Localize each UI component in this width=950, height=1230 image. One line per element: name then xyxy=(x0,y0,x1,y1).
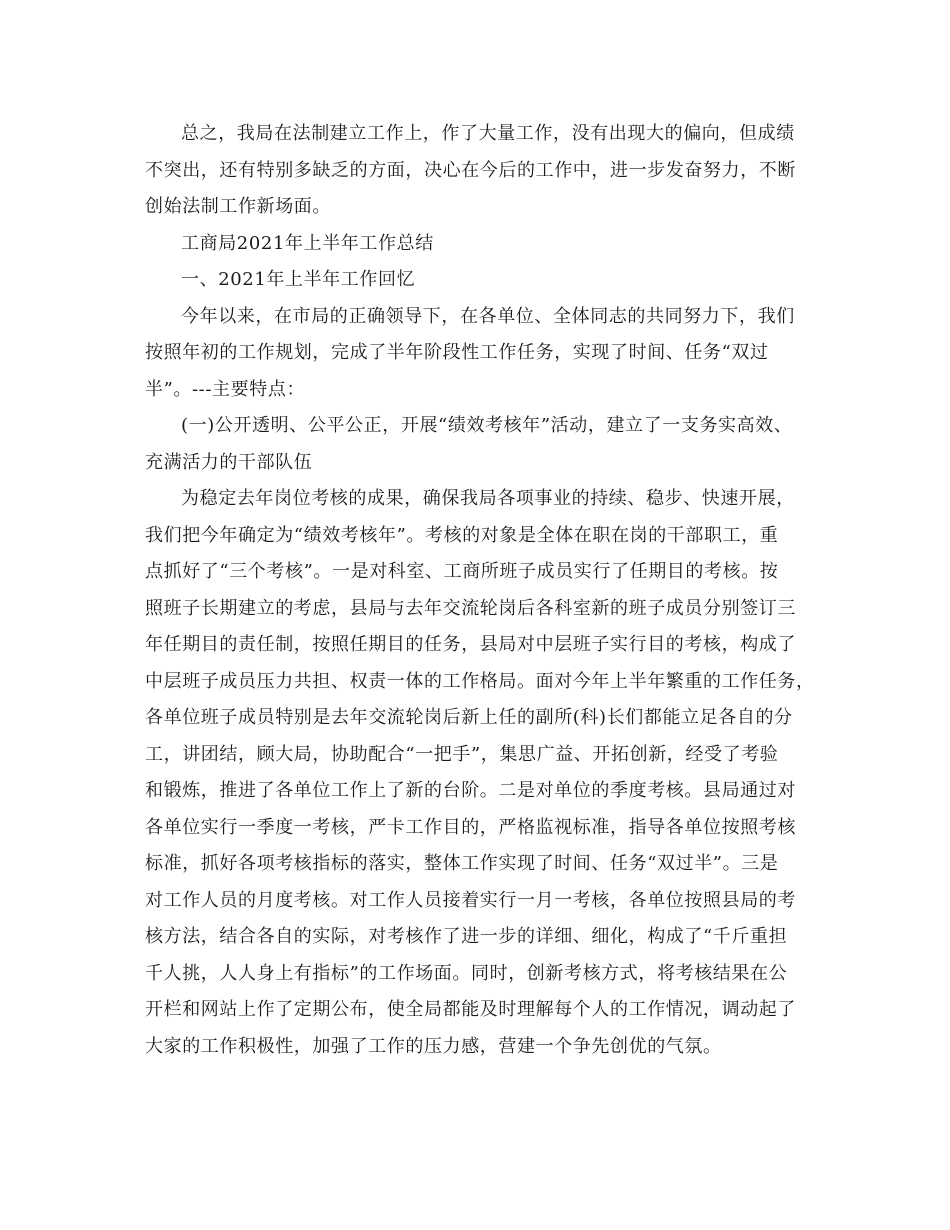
paragraph-line: 千人挑，人人身上有指标”的工作场面。同时，创新考核方式，将考核结果在公 xyxy=(145,962,788,984)
paragraph-line: 点抓好了“三个考核”。一是对科室、工商所班子成员实行了任期目的考核。按 xyxy=(145,561,779,582)
paragraph-line: 按照年初的工作规划，完成了半年阶段性工作任务，实现了时间、任务“双过 xyxy=(145,342,769,363)
paragraph-line: 工，讲团结，顾大局，协助配合“一把手”，集思广益、开拓创新，经受了考验 xyxy=(145,743,779,765)
paragraph-line: 各单位实行一季度一考核，严卡工作目的，严格监视标准，指导各单位按照考核 xyxy=(145,816,796,838)
paragraph-line: 和锻炼，推进了各单位工作上了新的台阶。二是对单位的季度考核。县局通过对 xyxy=(145,780,796,801)
paragraph-line: 照班子长期建立的考虑，县局与去年交流轮岗后各科室新的班子成员分别签订三 xyxy=(145,597,796,619)
subsection-heading: 充满活力的干部队伍 xyxy=(145,451,313,473)
paragraph-line: 创始法制工作新场面。 xyxy=(145,196,331,217)
paragraph-line: 开栏和网站上作了定期公布，使全局都能及时理解每个人的工作情况，调动起了 xyxy=(145,999,796,1020)
paragraph-line: 半”。---主要特点： xyxy=(145,378,306,400)
document-body xyxy=(145,116,815,1065)
paragraph-line: 中层班子成员压力共担、权责一体的工作格局。面对今年上半年繁重的工作任务， xyxy=(145,670,815,692)
paragraph-line: 年任期目的责任制，按照任期目的任务，县局对中层班子实行目的考核，构成了 xyxy=(145,634,796,655)
paragraph-line: 各单位班子成员特别是去年交流轮岗后新上任的副所(科)长们都能立足各自的分 xyxy=(145,707,793,728)
paragraph-line: 为稳定去年岗位考核的成果，确保我局各项事业的持续、稳步、快速开展， xyxy=(181,488,795,509)
paragraph-line: 大家的工作积极性，加强了工作的压力感，营建一个争先创优的气氛。 xyxy=(145,1035,722,1057)
section-heading: 一、2021年上半年工作回忆 xyxy=(181,269,416,290)
paragraph-line: 总之，我局在法制建立工作上，作了大量工作，没有出现大的偏向，但成绩 xyxy=(181,123,795,144)
paragraph-line: 核方法，结合各自的实际，对考核作了进一步的详细、细化，构成了“千斤重担 xyxy=(145,926,788,947)
paragraph-line: 不突出，还有特别多缺乏的方面，决心在今后的工作中，进一步发奋努力，不断 xyxy=(145,159,796,181)
paragraph-line: 我们把今年确定为“绩效考核年”。考核的对象是全体在职在岗的干部职工，重 xyxy=(145,524,779,546)
subsection-heading: (一)公开透明、公平公正，开展“绩效考核年”活动，建立了一支务实高效、 xyxy=(181,415,793,436)
paragraph-line: 标准，抓好各项考核指标的落实，整体工作实现了时间、任务“双过半”。三是 xyxy=(145,853,779,874)
paragraph-line: 对工作人员的月度考核。对工作人员接着实行一月一考核，各单位按照县局的考 xyxy=(145,889,796,911)
document-title: 工商局2021年上半年工作总结 xyxy=(181,232,434,254)
paragraph-line: 今年以来，在市局的正确领导下，在各单位、全体同志的共同努力下，我们 xyxy=(181,305,795,327)
